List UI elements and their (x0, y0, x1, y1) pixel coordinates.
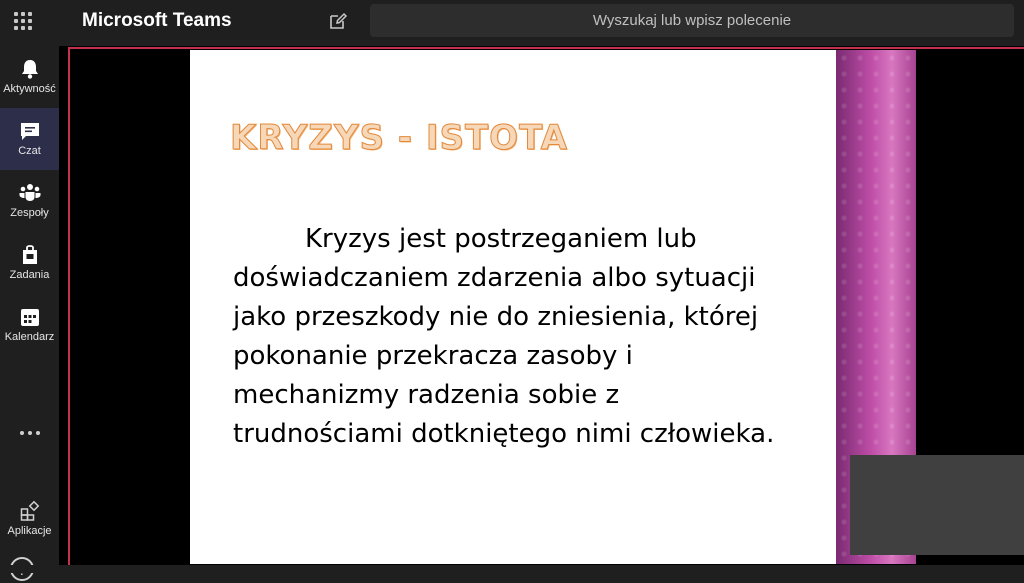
sidebar-item-label: Aktywność (3, 83, 56, 95)
calendar-icon (19, 306, 41, 328)
app-launcher-icon[interactable] (12, 10, 34, 32)
top-bar (0, 0, 1024, 46)
slide-body: Kryzys jest postrzeganiem lub doświadczaniem zdarzenia albo sytuacji jako przeszkody nie do zniesienia, której pokonanie przekracza zasoby i mechanizmy radzenia sobie z trudnościami dotkniętego nimi człowieka. (233, 224, 775, 449)
app-title: Microsoft Teams (82, 10, 232, 31)
more-apps-icon[interactable] (10, 426, 50, 440)
sidebar-item-calendar[interactable] (0, 294, 59, 356)
bell-icon (19, 58, 41, 80)
sidebar-item-apps[interactable] (0, 488, 59, 550)
search-input[interactable]: Wyszukaj lub wpisz polecenie (370, 4, 1014, 37)
sidebar-item-label: Zespoły (10, 207, 49, 219)
self-video-tile[interactable] (850, 455, 1024, 555)
sidebar-item-label: Zadania (9, 269, 50, 281)
assignments-icon (19, 244, 41, 266)
sidebar-item-activity[interactable] (0, 46, 59, 108)
sidebar-item-teams[interactable] (0, 170, 59, 232)
sidebar-item-assignments[interactable] (0, 232, 59, 294)
sidebar-item-label: Kalendarz (4, 331, 55, 343)
teams-icon (19, 182, 41, 204)
app-bar (0, 46, 59, 573)
chat-icon (19, 120, 41, 142)
sidebar-item-label: Czat (18, 145, 41, 157)
slide-title: KRYZYS - ISTOTA (230, 118, 568, 158)
sidebar-item-chat[interactable] (0, 108, 59, 170)
apps-icon (19, 500, 41, 522)
sidebar-item-label: Aplikacje (7, 525, 52, 537)
bottom-edge (0, 565, 1024, 573)
new-chat-icon[interactable] (328, 11, 348, 31)
